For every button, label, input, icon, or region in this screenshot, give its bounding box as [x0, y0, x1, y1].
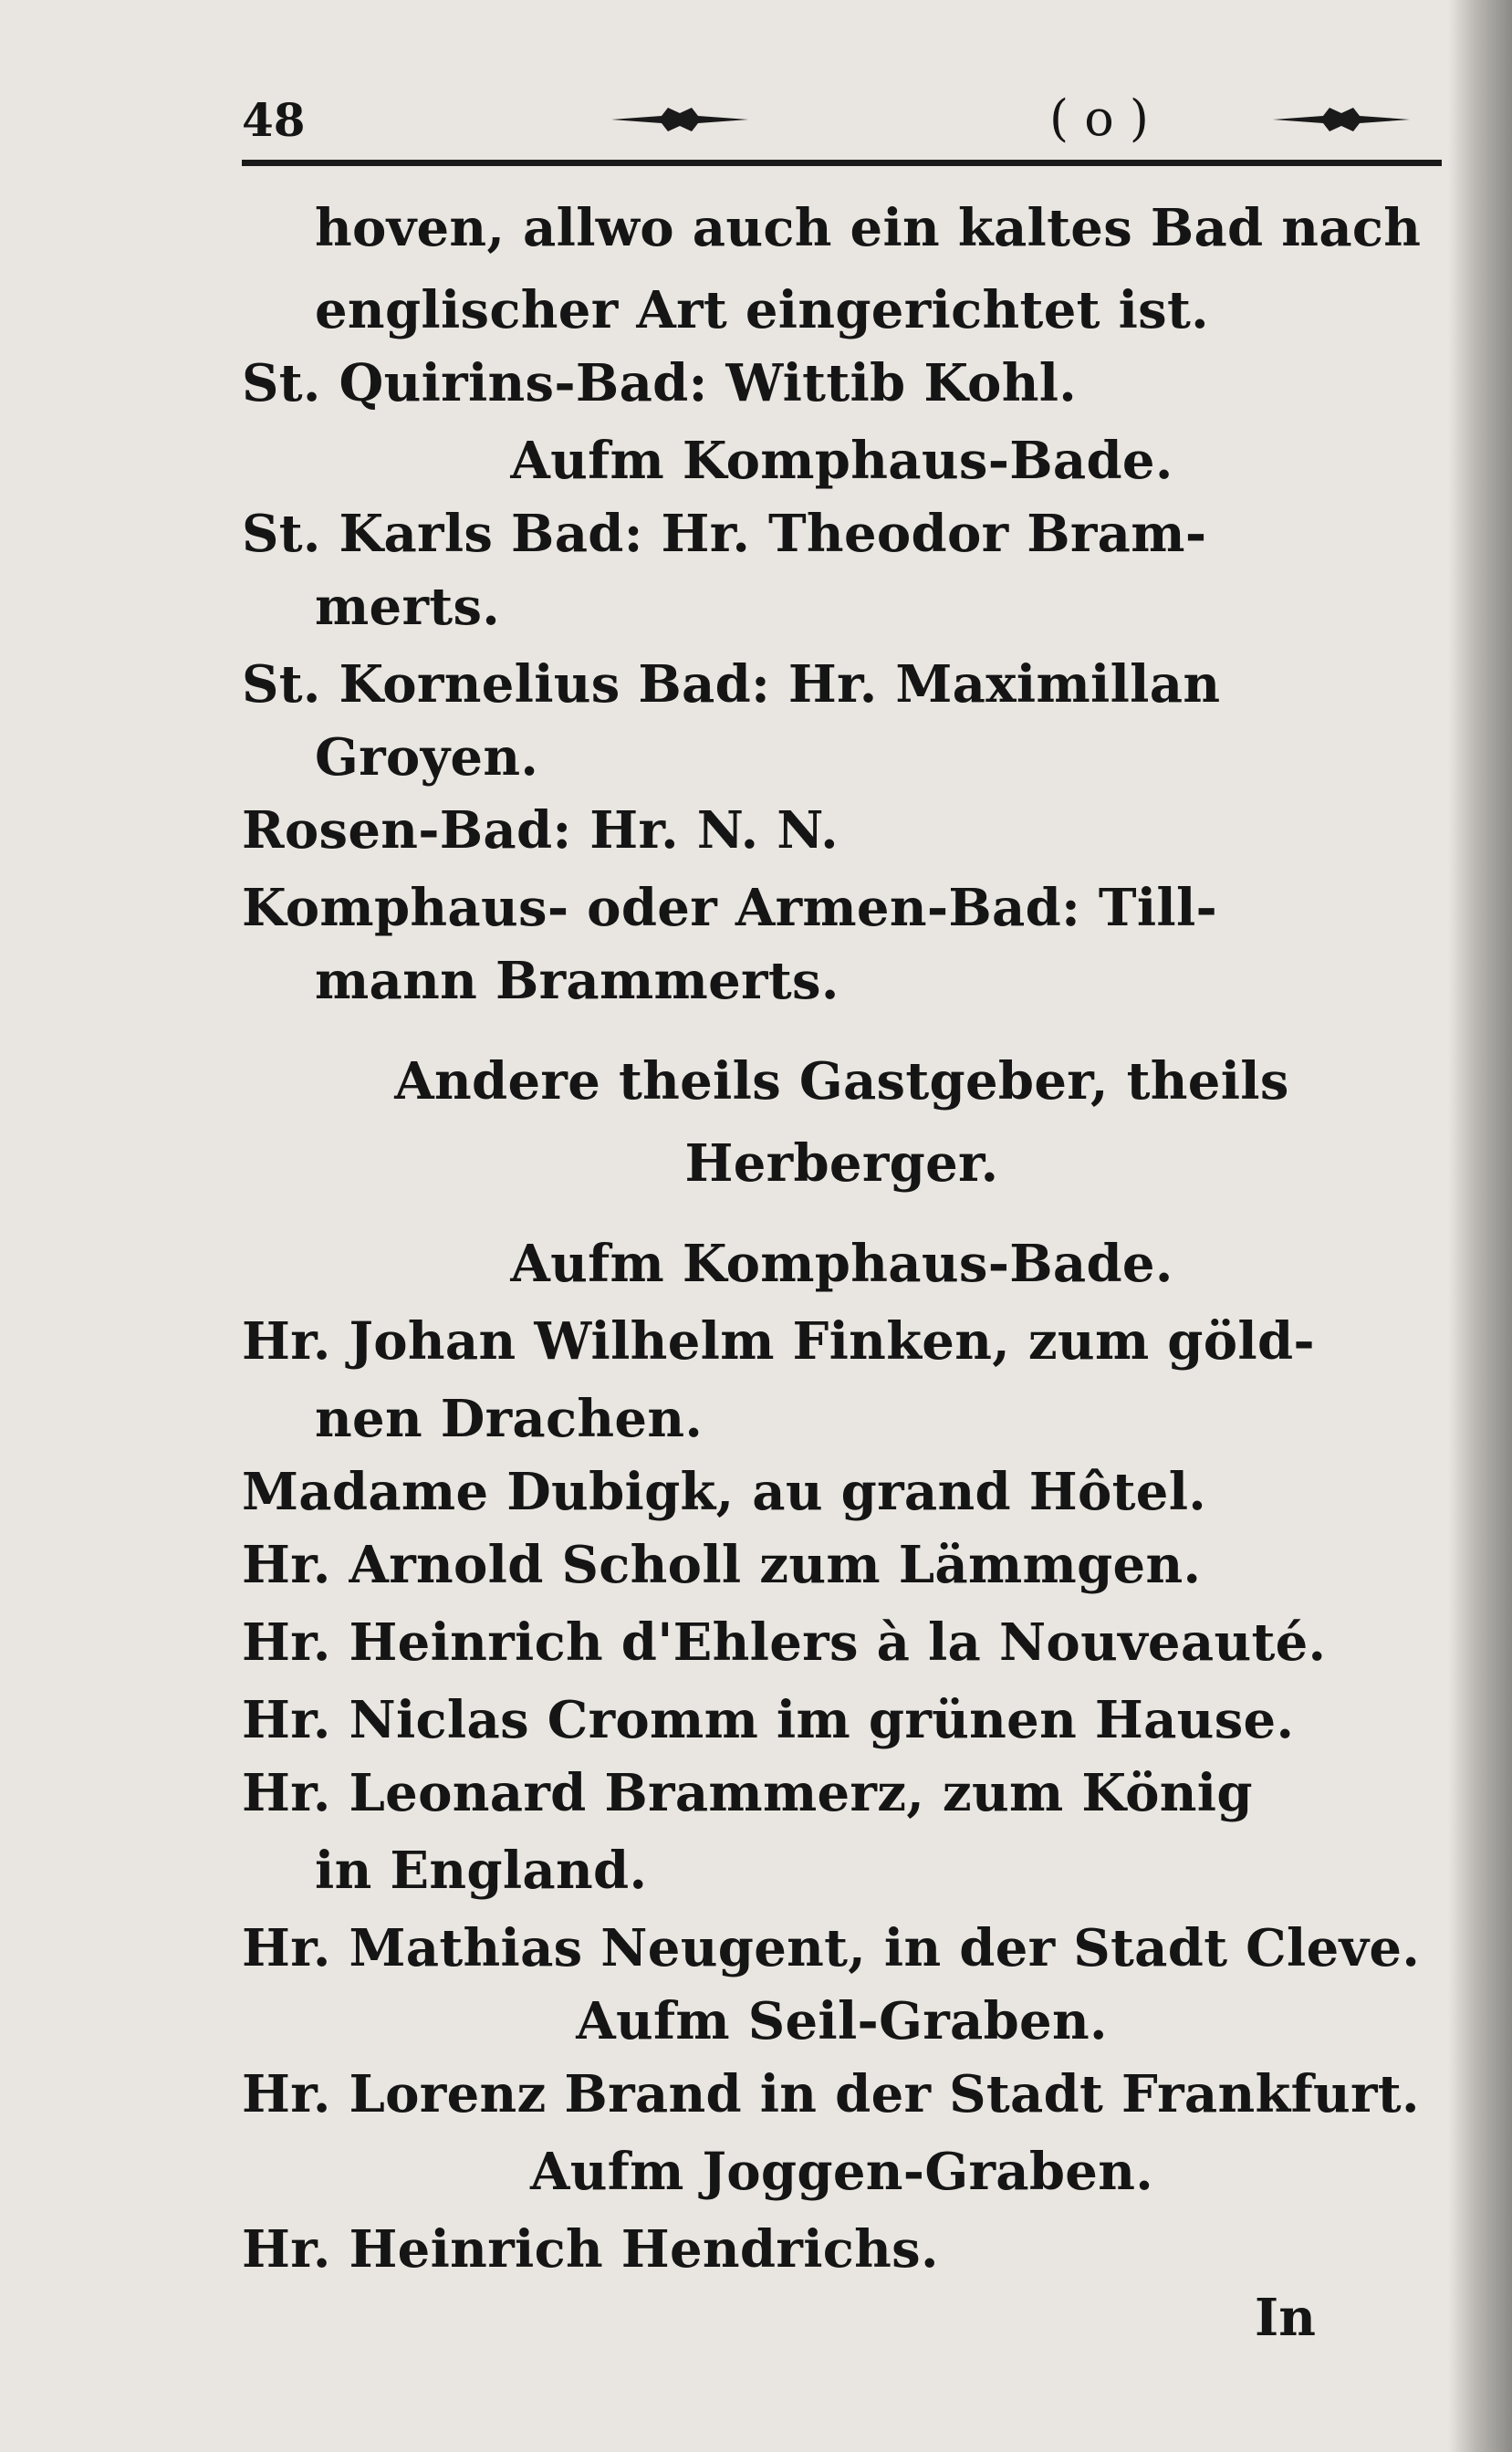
text-line: Hr. Leonard Brammerz, zum König	[242, 1763, 1253, 1823]
text-line: Rosen-Bad: Hr. N. N.	[242, 800, 839, 861]
section-heading: Herberger.	[684, 1133, 999, 1194]
page-edge-shadow	[1448, 0, 1512, 2452]
section-heading: Aufm Joggen-Graben.	[529, 2142, 1154, 2202]
text-line: Hr. Niclas Cromm im grünen Hause.	[242, 1690, 1295, 1750]
text-line: Hr. Heinrich d'Ehlers à la Nouveauté.	[242, 1612, 1327, 1673]
section-heading: Andere theils Gastgeber, theils	[394, 1051, 1289, 1111]
text-line: Madame Dubigk, au grand Hôtel.	[242, 1462, 1207, 1522]
text-line: nen Drachen.	[315, 1389, 704, 1449]
text-line: Hr. Johan Wilhelm Finken, zum göld-	[242, 1311, 1315, 1372]
catchword: In	[1255, 2288, 1316, 2348]
text-line: Hr. Heinrich Hendrichs.	[242, 2219, 939, 2280]
text-line: St. Karls Bad: Hr. Theodor Bram-	[242, 504, 1207, 564]
text-line: Hr. Mathias Neugent, in der Stadt Cleve.	[242, 1918, 1421, 1978]
header-rule	[242, 160, 1442, 166]
text-line: merts.	[315, 577, 501, 637]
text-line: Komphaus- oder Armen-Bad: Till-	[242, 878, 1218, 938]
text-line: Hr. Arnold Scholl zum Lämmgen.	[242, 1535, 1202, 1595]
ornament-left-icon	[611, 104, 748, 135]
header-mark: ( o )	[1049, 89, 1149, 147]
ornament-right-icon	[1273, 104, 1410, 135]
section-heading: Aufm Komphaus-Bade.	[510, 1234, 1173, 1294]
text-line: St. Kornelius Bad: Hr. Maximillan	[242, 654, 1221, 715]
page-number: 48	[242, 93, 306, 147]
text-line: Groyen.	[315, 727, 539, 788]
text-line: mann Brammerts.	[315, 951, 839, 1011]
running-head	[242, 91, 1442, 164]
text-line: St. Quirins-Bad: Wittib Kohl.	[242, 353, 1078, 413]
text-line: in England.	[315, 1841, 648, 1901]
text-line: englischer Art eingerichtet ist.	[315, 280, 1209, 340]
section-heading: Aufm Seil-Graben.	[576, 1991, 1108, 2051]
text-line: hoven, allwo auch ein kaltes Bad nach	[315, 198, 1422, 258]
text-line: Hr. Lorenz Brand in der Stadt Frankfurt.	[242, 2064, 1420, 2124]
section-heading: Aufm Komphaus-Bade.	[510, 431, 1173, 491]
